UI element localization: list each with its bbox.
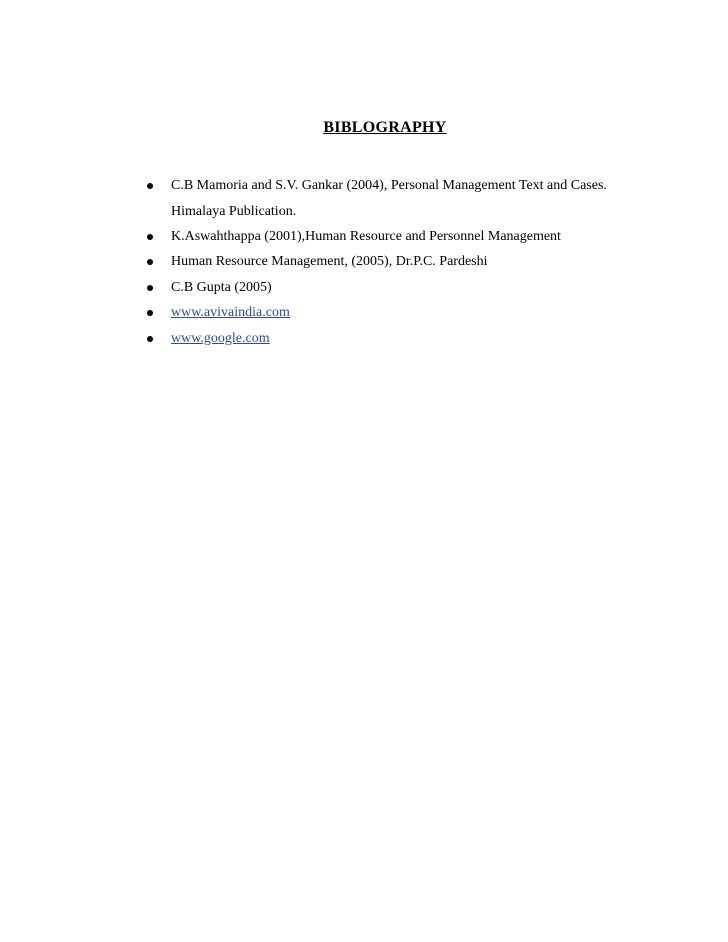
link-google[interactable]: www.google.com: [171, 331, 270, 346]
entry-text-continued: Himalaya Publication.: [171, 204, 297, 219]
bullet-icon: [147, 259, 153, 265]
entry-text: Human Resource Management, (2005), Dr.P.C. Pardeshi: [171, 254, 488, 269]
entry-text: C.B Mamoria and S.V. Gankar (2004), Personal Management Text and Cases.: [171, 178, 607, 193]
entry-text: K.Aswahthappa (2001),Human Resource and Personnel Management: [171, 229, 561, 244]
bullet-icon: [147, 310, 153, 316]
bullet-icon: [147, 336, 153, 342]
link-avivaindia[interactable]: www.avivaindia.com: [171, 305, 290, 320]
bullet-icon: [147, 183, 153, 189]
entry-text: C.B Gupta (2005): [171, 280, 272, 295]
bullet-icon: [147, 285, 153, 291]
bullet-icon: [147, 234, 153, 240]
page-title: BIBLOGRAPHY: [323, 119, 447, 136]
